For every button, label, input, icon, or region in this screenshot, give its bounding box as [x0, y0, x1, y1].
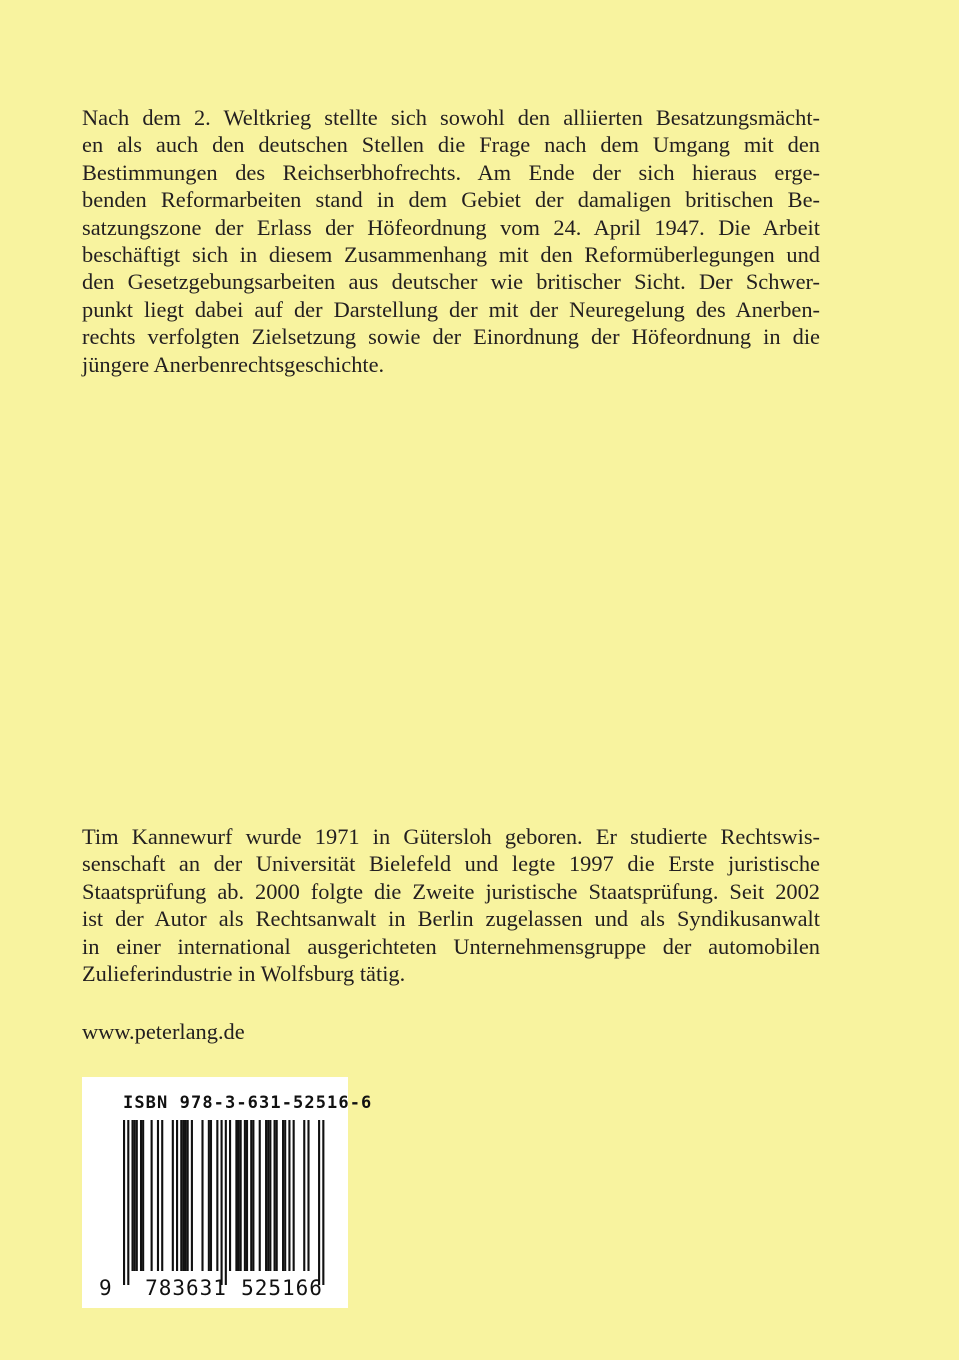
- barcode-guard-bar: [225, 1120, 227, 1285]
- barcode-bar: [161, 1120, 163, 1271]
- barcode-bar: [252, 1120, 254, 1271]
- author-bio-line: in einer international ausgerichteten Unternehmensgruppe der automobilen: [82, 933, 820, 959]
- barcode-bar: [172, 1120, 174, 1271]
- barcode-bar: [201, 1120, 203, 1271]
- barcode-bar: [208, 1120, 210, 1271]
- barcode-bar: [157, 1120, 159, 1271]
- isbn-barcode: [82, 1077, 373, 1308]
- barcode-bar: [136, 1120, 138, 1271]
- blurb-line: den Gesetzgebungsarbeiten aus deutscher wie britischer Sicht. Der Schwer-: [82, 269, 820, 295]
- barcode-left-digits: 783631: [145, 1276, 227, 1300]
- barcode-bar: [134, 1120, 136, 1271]
- barcode-bar: [140, 1120, 142, 1271]
- barcode-bar: [274, 1120, 276, 1271]
- author-bio-line: senschaft an der Universität Bielefeld und legte 1997 die Erste juristische: [82, 851, 820, 877]
- blurb-line: benden Reformarbeiten stand in dem Gebiet der damaligen britischen Be-: [82, 187, 820, 213]
- barcode-bar: [246, 1120, 248, 1271]
- barcode-bar: [265, 1120, 267, 1271]
- barcode-bar: [250, 1120, 252, 1271]
- barcode-bar: [184, 1120, 186, 1271]
- barcode-bar: [244, 1120, 246, 1271]
- barcode-bar: [182, 1120, 184, 1271]
- barcode-bar: [180, 1120, 182, 1271]
- barcode-bar: [267, 1120, 269, 1271]
- barcode-bar: [303, 1120, 305, 1271]
- barcode-bar: [176, 1120, 178, 1271]
- barcode-bar: [259, 1120, 261, 1271]
- barcode-bar: [191, 1120, 193, 1271]
- blurb-line: punkt liegt dabei auf der Darstellung der mit der Neuregelung des Anerben-: [82, 296, 820, 322]
- author-bio-line: Staatsprüfung ab. 2000 folgte die Zweite juristische Staatsprüfung. Seit 2002: [82, 878, 820, 904]
- barcode-bar: [288, 1120, 290, 1271]
- barcode-guard-bar: [318, 1120, 320, 1285]
- barcode-guard-bar: [127, 1120, 129, 1285]
- barcode-bar: [307, 1120, 309, 1271]
- author-bio-line: Zulieferindustrie in Wolfsburg tätig.: [82, 961, 406, 987]
- barcode-bar: [284, 1120, 286, 1271]
- blurb-line: satzungszone der Erlass der Höfeordnung vom 24. April 1947. Die Arbeit: [82, 214, 820, 240]
- barcode-first-digit: 9: [99, 1276, 112, 1300]
- barcode-bar: [216, 1120, 218, 1271]
- barcode-bar: [131, 1120, 133, 1271]
- barcode-guard-bar: [123, 1120, 125, 1285]
- barcode-bars: [123, 1120, 324, 1285]
- barcode-bar: [142, 1120, 144, 1271]
- blurb-line: beschäftigt sich in diesem Zusammenhang mit den Reformüberlegungen und: [82, 242, 820, 268]
- publisher-url: www.peterlang.de: [82, 1019, 245, 1044]
- blurb-line: en als auch den deutschen Stellen die Frage nach dem Umgang mit den: [82, 132, 820, 158]
- barcode-guard-bar: [221, 1120, 223, 1285]
- barcode-bar: [276, 1120, 278, 1271]
- blurb-line: Bestimmungen des Reichserbhofrechts. Am Ende der sich hieraus erge-: [82, 159, 820, 185]
- blurb-paragraph: [82, 104, 820, 378]
- barcode-bar: [240, 1120, 242, 1271]
- barcode-bar: [187, 1120, 189, 1271]
- barcode-bar: [237, 1120, 239, 1271]
- barcode-bar: [282, 1120, 284, 1271]
- barcode-bar: [210, 1120, 212, 1271]
- barcode-bar: [151, 1120, 153, 1271]
- barcode-guard-bar: [322, 1120, 324, 1285]
- blurb-line: Nach dem 2. Weltkrieg stellte sich sowohl den alliierten Besatzungsmächt-: [82, 105, 820, 130]
- author-bio-line: ist der Autor als Rechtsanwalt in Berlin zugelassen und als Syndikusanwalt: [82, 906, 820, 932]
- author-bio-line: Tim Kannewurf wurde 1971 in Gütersloh geboren. Er studierte Rechtswis-: [82, 824, 820, 849]
- barcode-right-digits: 525166: [241, 1276, 323, 1300]
- barcode-bar: [269, 1120, 271, 1271]
- author-bio-paragraph: [82, 823, 820, 987]
- barcode-bar: [235, 1120, 237, 1271]
- blurb-line: jüngere Anerbenrechtsgeschichte.: [82, 351, 385, 377]
- barcode-bar: [229, 1120, 231, 1271]
- isbn-label: ISBN 978-3-631-52516-6: [123, 1093, 373, 1113]
- blurb-line: rechts verfolgten Zielsetzung sowie der Einordnung der Höfeordnung in die: [82, 324, 820, 350]
- barcode-bar: [293, 1120, 295, 1271]
